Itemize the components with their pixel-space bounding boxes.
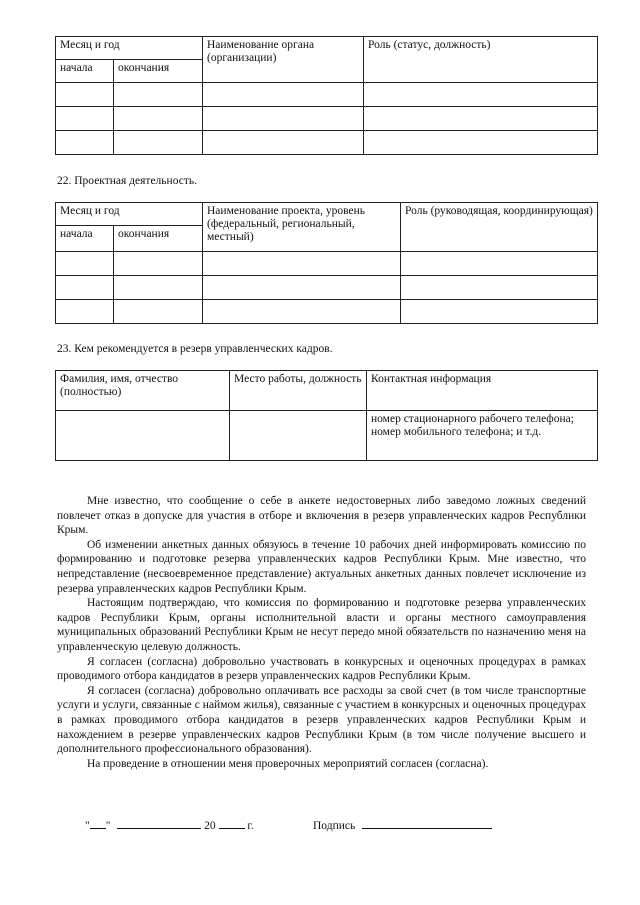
empty-cell[interactable] (114, 276, 203, 300)
header-start: начала (56, 226, 114, 252)
empty-cell[interactable] (401, 300, 598, 324)
empty-cell[interactable] (56, 300, 114, 324)
paragraph-consent-checks: На проведение в отношении меня проверочных мероприятий согласен (согласна). (87, 757, 489, 770)
paragraph-false-info: Мне известно, что сообщение о себе в анкете недостоверных либо заведомо ложных сведений повлечет отказ в допуске для участия в отборе и включения в резерв управленческих кадров Республики Крым. (57, 495, 586, 537)
empty-cell[interactable] (203, 83, 364, 107)
empty-cell[interactable] (203, 276, 401, 300)
table-row (56, 83, 598, 107)
empty-cell[interactable] (203, 300, 401, 324)
empty-cell[interactable] (56, 252, 114, 276)
empty-cell[interactable] (56, 83, 114, 107)
header-workplace: Место работы, должность (230, 371, 367, 411)
recommendation-table (55, 370, 598, 461)
month-field[interactable] (117, 817, 201, 829)
header-role: Роль (статус, должность) (364, 37, 598, 83)
empty-cell[interactable] (114, 131, 203, 155)
signature-field[interactable] (362, 817, 492, 829)
empty-cell[interactable] (364, 131, 598, 155)
section-22-title: 22. Проектная деятельность. (57, 175, 197, 187)
signature-line (313, 817, 492, 832)
year-prefix: 20 (204, 820, 216, 832)
section-23-title: 23. Кем рекомендуется в резерв управленческих кадров. (57, 343, 333, 355)
header-project: Наименование проекта, уровень (федеральный, региональный, местный) (203, 203, 401, 252)
table-row (56, 300, 598, 324)
quote-open: " (85, 820, 90, 832)
header-period: Месяц и год (56, 203, 203, 226)
empty-cell[interactable] (56, 107, 114, 131)
empty-cell[interactable] (114, 83, 203, 107)
table-row (56, 252, 598, 276)
table-row (56, 107, 598, 131)
empty-cell[interactable] (364, 107, 598, 131)
empty-cell[interactable] (230, 411, 367, 461)
empty-cell[interactable] (56, 276, 114, 300)
paragraph-no-obligation: Настоящим подтверждаю, что комиссия по формированию и подготовке резерва управленческих кадров Республики Крым, органы исполнительной власти и органы местного самоуправления муниципальных образований Республики Крым не несут передо мной обязательств по назначению меня на управленческую целевую должность. (57, 597, 586, 653)
empty-cell[interactable] (203, 107, 364, 131)
empty-cell[interactable] (401, 252, 598, 276)
table-row (56, 131, 598, 155)
project-table (55, 202, 598, 324)
quote-close: " (105, 820, 111, 832)
empty-cell[interactable] (401, 276, 598, 300)
year-suffix: г. (247, 820, 254, 832)
paragraph-consent-expenses: Я согласен (согласна) добровольно оплачивать все расходы за свой счет (в том числе транспортные услуги и услуги, связанные с наймом жилья), связанные с участием в конкурсных и оценочных процедурах в рамках проводимого отбора кандидатов в резерв управленческих кадров Республики Крым и нахождением в резерве управленческих кадров Республики Крым (в том числе получение высшего и дополнительного профессионального образования). (57, 684, 586, 756)
empty-cell[interactable] (56, 411, 230, 461)
table-row (56, 276, 598, 300)
signature-label: Подпись (313, 820, 356, 832)
empty-cell[interactable] (114, 107, 203, 131)
empty-cell[interactable] (114, 300, 203, 324)
declaration-text (57, 494, 586, 771)
header-end: окончания (114, 60, 203, 83)
paragraph-consent-participate: Я согласен (согласна) добровольно участвовать в конкурсных и оценочных процедурах в рамках проводимого отбора кандидатов в резерв управленческих кадров Республики Крым. (57, 655, 586, 683)
header-end: окончания (114, 226, 203, 252)
empty-cell[interactable] (114, 252, 203, 276)
empty-cell[interactable] (364, 83, 598, 107)
empty-cell[interactable] (203, 252, 401, 276)
header-organization: Наименование органа (организации) (203, 37, 364, 83)
paragraph-data-change: Об изменении анкетных данных обязуюсь в течение 10 рабочих дней информировать комиссию по формированию и подготовке резерва управленческих кадров Республики Крым. Мне известно, что непредставление (несвоевременное представление) актуальных анкетных данных повлечет исключение из резерва управленческих кадров Республики Крым. (57, 538, 586, 595)
contact-hint: номер стационарного рабочего телефона; номер мобильного телефона; и т.д. (367, 411, 598, 461)
year-field[interactable] (219, 817, 245, 829)
header-period: Месяц и год (56, 37, 203, 60)
empty-cell[interactable] (56, 131, 114, 155)
header-role: Роль (руководящая, координирующая) (401, 203, 598, 252)
empty-cell[interactable] (203, 131, 364, 155)
day-field[interactable] (90, 817, 106, 829)
header-full-name: Фамилия, имя, отчество (полностью) (56, 371, 230, 411)
header-contact: Контактная информация (367, 371, 598, 411)
date-line (85, 817, 254, 832)
header-start: начала (56, 60, 114, 83)
activity-table (55, 36, 598, 155)
